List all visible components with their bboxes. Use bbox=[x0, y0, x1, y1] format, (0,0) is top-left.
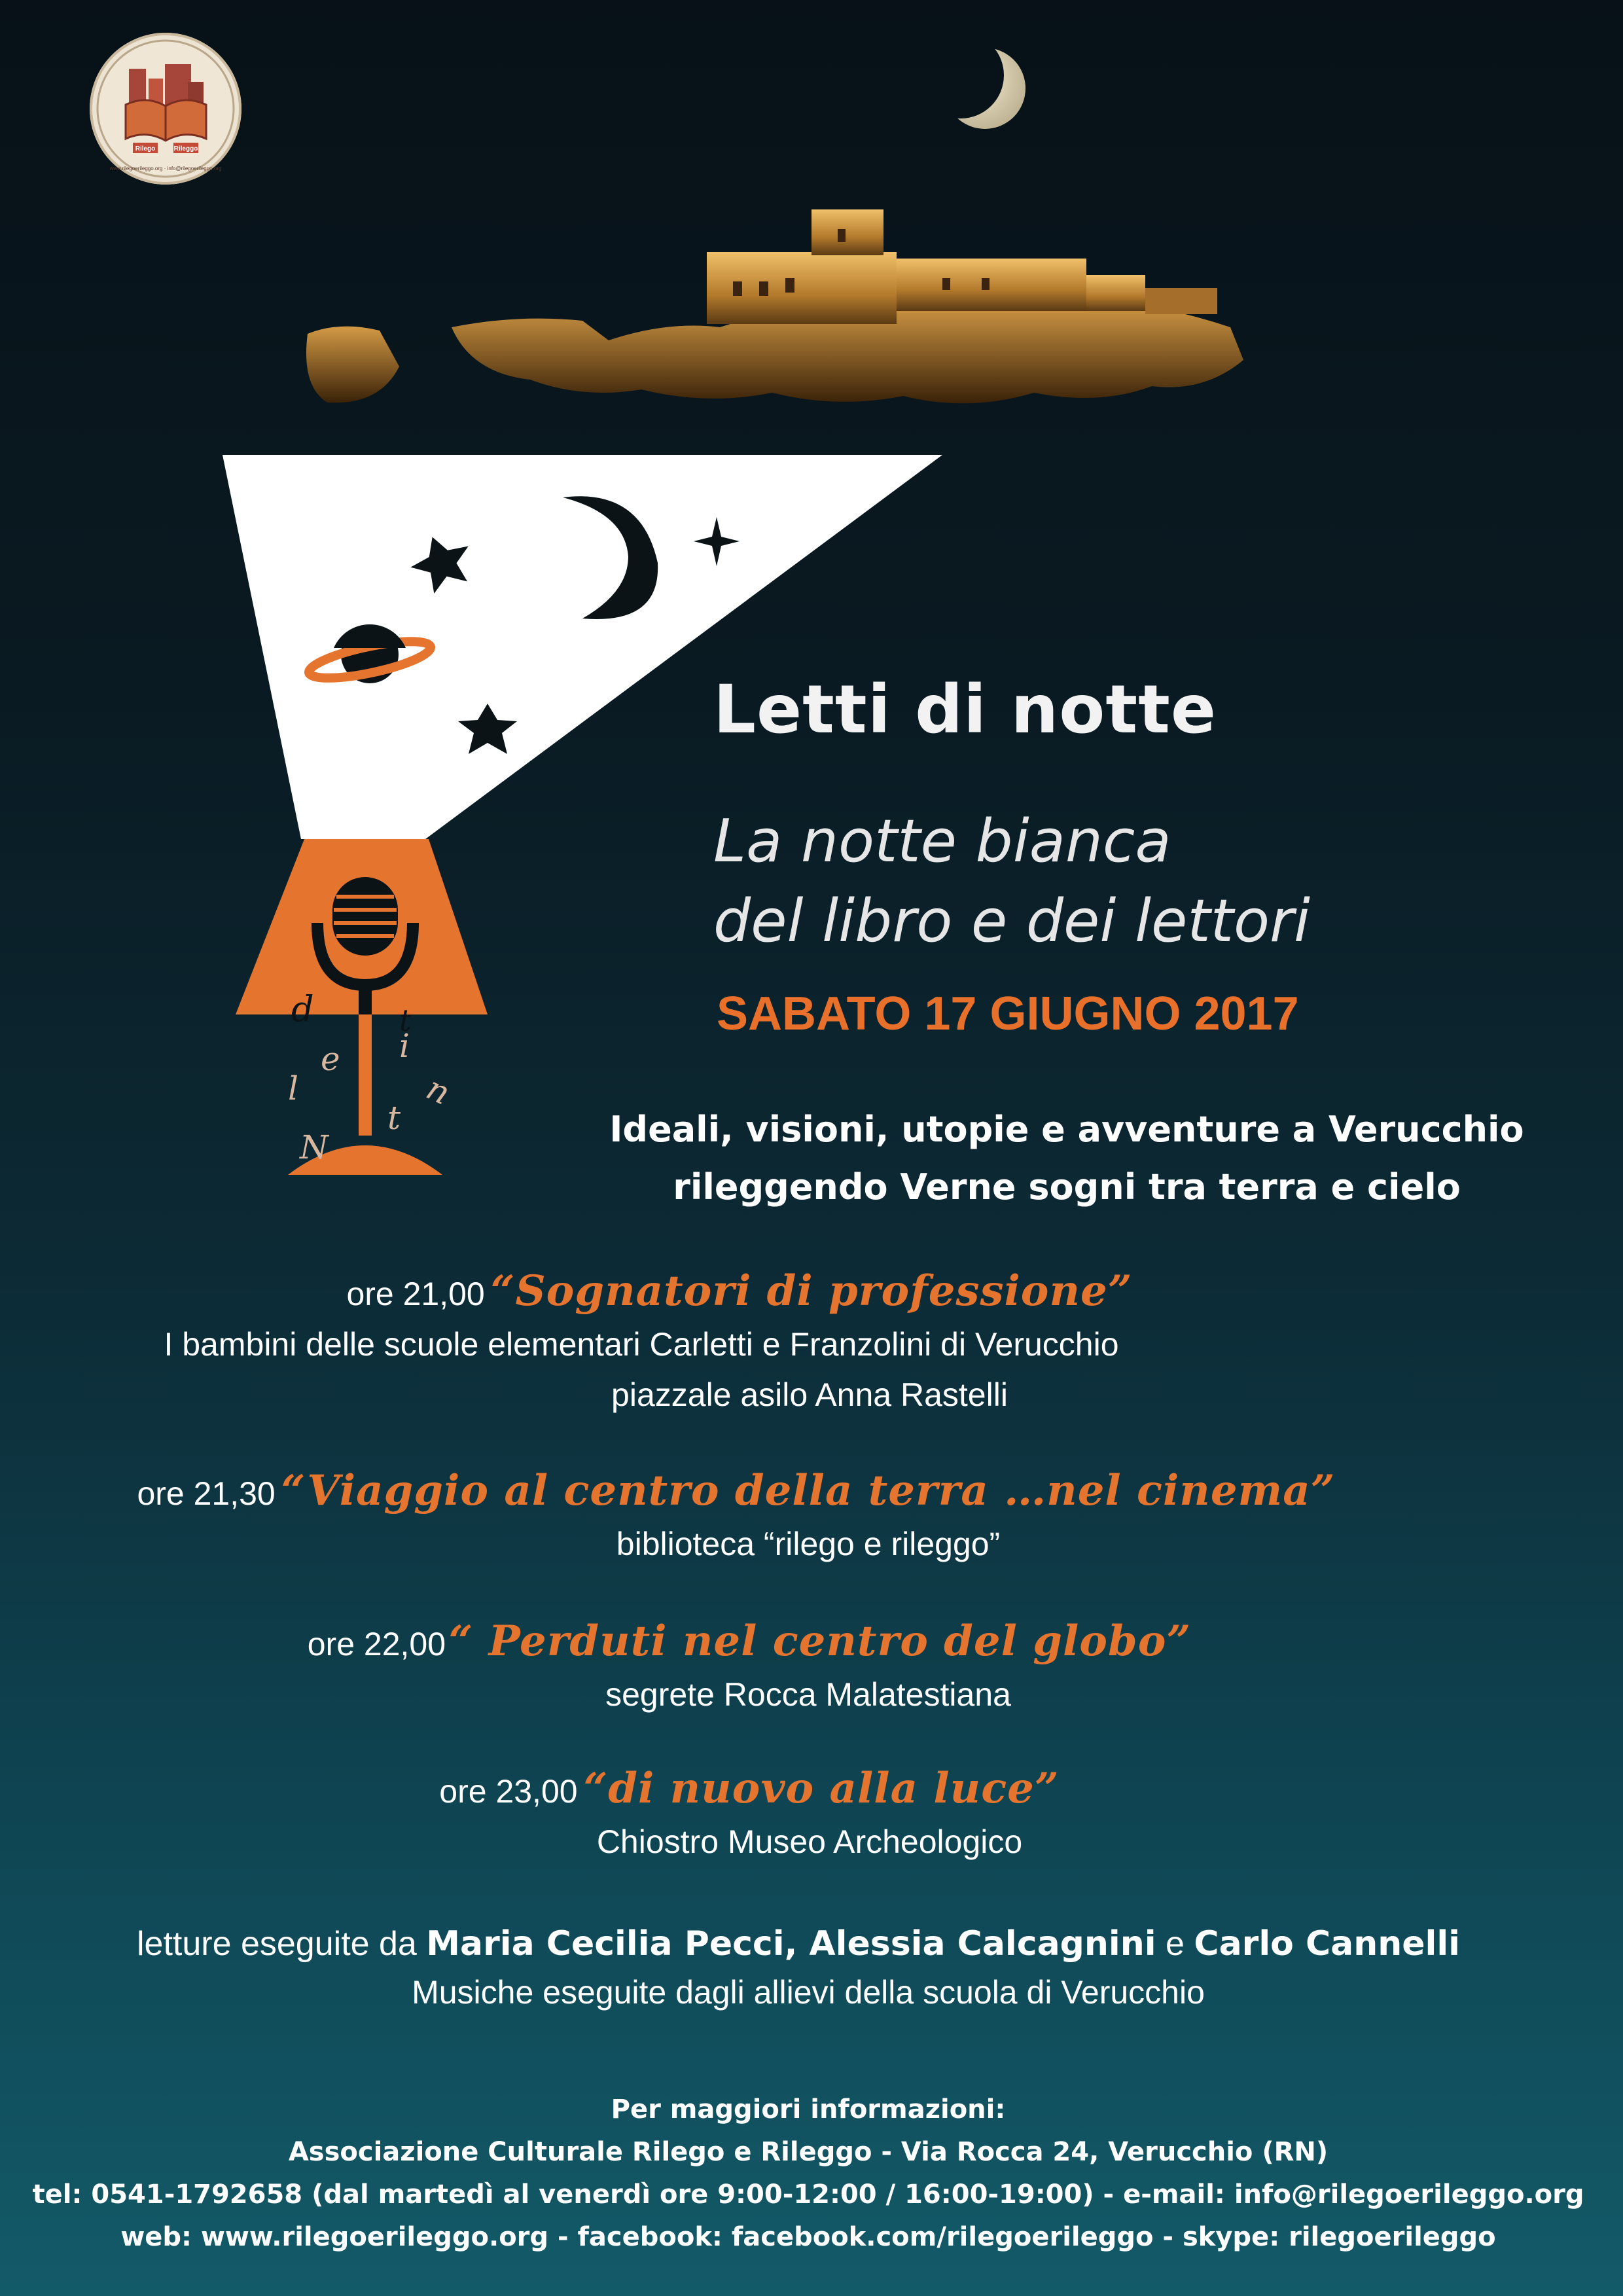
castle-illustration bbox=[301, 196, 1270, 419]
lamp-letter: i bbox=[399, 1027, 410, 1065]
tagline-line: rileggendo Verne sogni tra terra e cielo bbox=[673, 1166, 1461, 1208]
event-3-detail: segrete Rocca Malatestiana bbox=[605, 1676, 1011, 1713]
lamp-letter: d bbox=[291, 988, 314, 1030]
reader-name: Carlo Cannelli bbox=[1194, 1924, 1461, 1964]
subtitle-line: del libro e dei lettori bbox=[713, 887, 1311, 956]
event-title: Letti di notte bbox=[713, 671, 1217, 749]
info-association: Associazione Culturale Rilego e Rileggo - Via Rocca 24, Verucchio (RN) bbox=[288, 2137, 1329, 2167]
lamp-letter: n bbox=[420, 1069, 456, 1113]
event-2-heading bbox=[0, 1466, 1548, 1515]
logo-ring-text: www.rilegoerileggo.org · info@rilegoerileggo.org bbox=[109, 166, 222, 171]
event-date: SABATO 17 GIUGNO 2017 bbox=[717, 988, 1299, 1040]
event-time: ore 22,00 bbox=[307, 1626, 446, 1662]
readers-conjunction: e bbox=[1166, 1925, 1185, 1963]
event-1-heading bbox=[0, 1266, 1551, 1316]
info-web: web: www.rilegoerileggo.org - facebook: facebook.com/rilegoerileggo - skype: rilegoerileggo bbox=[120, 2222, 1496, 2252]
event-1-detail: piazzale asilo Anna Rastelli bbox=[611, 1376, 1008, 1413]
lamp-letter: N bbox=[300, 1128, 329, 1166]
tagline bbox=[510, 1101, 1623, 1216]
logo-graphic bbox=[90, 33, 241, 185]
event-name: “ Perduti nel centro del globo” bbox=[448, 1617, 1192, 1666]
logo-badge-right: Rileggo bbox=[173, 145, 198, 152]
event-3-heading bbox=[0, 1617, 1561, 1666]
event-subtitle bbox=[713, 802, 1310, 961]
readers-prefix: letture eseguite da bbox=[136, 1925, 417, 1963]
event-time: ore 21,30 bbox=[137, 1475, 276, 1512]
moon-icon bbox=[929, 36, 1027, 134]
event-4-heading bbox=[0, 1764, 1561, 1813]
association-logo bbox=[90, 33, 241, 185]
light-beam bbox=[223, 455, 942, 839]
lamp-stand bbox=[359, 1014, 372, 1136]
event-4-detail: Chiostro Museo Archeologico bbox=[596, 1823, 1023, 1860]
event-time: ore 23,00 bbox=[439, 1773, 578, 1810]
lamp-letter: l bbox=[288, 1069, 298, 1107]
info-heading: Per maggiori informazioni: bbox=[611, 2094, 1006, 2125]
subtitle-line: La notte bianca bbox=[713, 807, 1171, 876]
music-line: Musiche eseguite dagli allievi della scuola di Verucchio bbox=[412, 1974, 1205, 2011]
lamp-letter: t bbox=[387, 1099, 401, 1137]
info-contacts: tel: 0541-1792658 (dal martedì al venerdì ore 9:00-12:00 / 16:00-19:00) - e-mail: info@rilegoerileggo.org bbox=[32, 2179, 1584, 2210]
event-time: ore 21,00 bbox=[346, 1276, 485, 1312]
readers-line bbox=[0, 1924, 1610, 1964]
event-name: “Sognatori di professione” bbox=[490, 1266, 1133, 1316]
tagline-line: Ideali, visioni, utopie e avventure a Verucchio bbox=[609, 1109, 1524, 1150]
event-2-detail: biblioteca “rilego e rileggo” bbox=[616, 1526, 1001, 1562]
event-1-detail: I bambini delle scuole elementari Carletti e Franzolini di Verucchio bbox=[164, 1326, 1119, 1363]
lamp-letter: t bbox=[399, 1003, 412, 1038]
logo-badge-left: Rilego bbox=[135, 145, 156, 152]
reader-names: Maria Cecilia Pecci, Alessia Calcagnini bbox=[426, 1924, 1156, 1964]
event-name: “di nuovo alla luce” bbox=[583, 1764, 1060, 1813]
event-name: “Viaggio al centro della terra …nel cinema” bbox=[281, 1466, 1336, 1515]
lamp-letter: e bbox=[321, 1040, 340, 1078]
